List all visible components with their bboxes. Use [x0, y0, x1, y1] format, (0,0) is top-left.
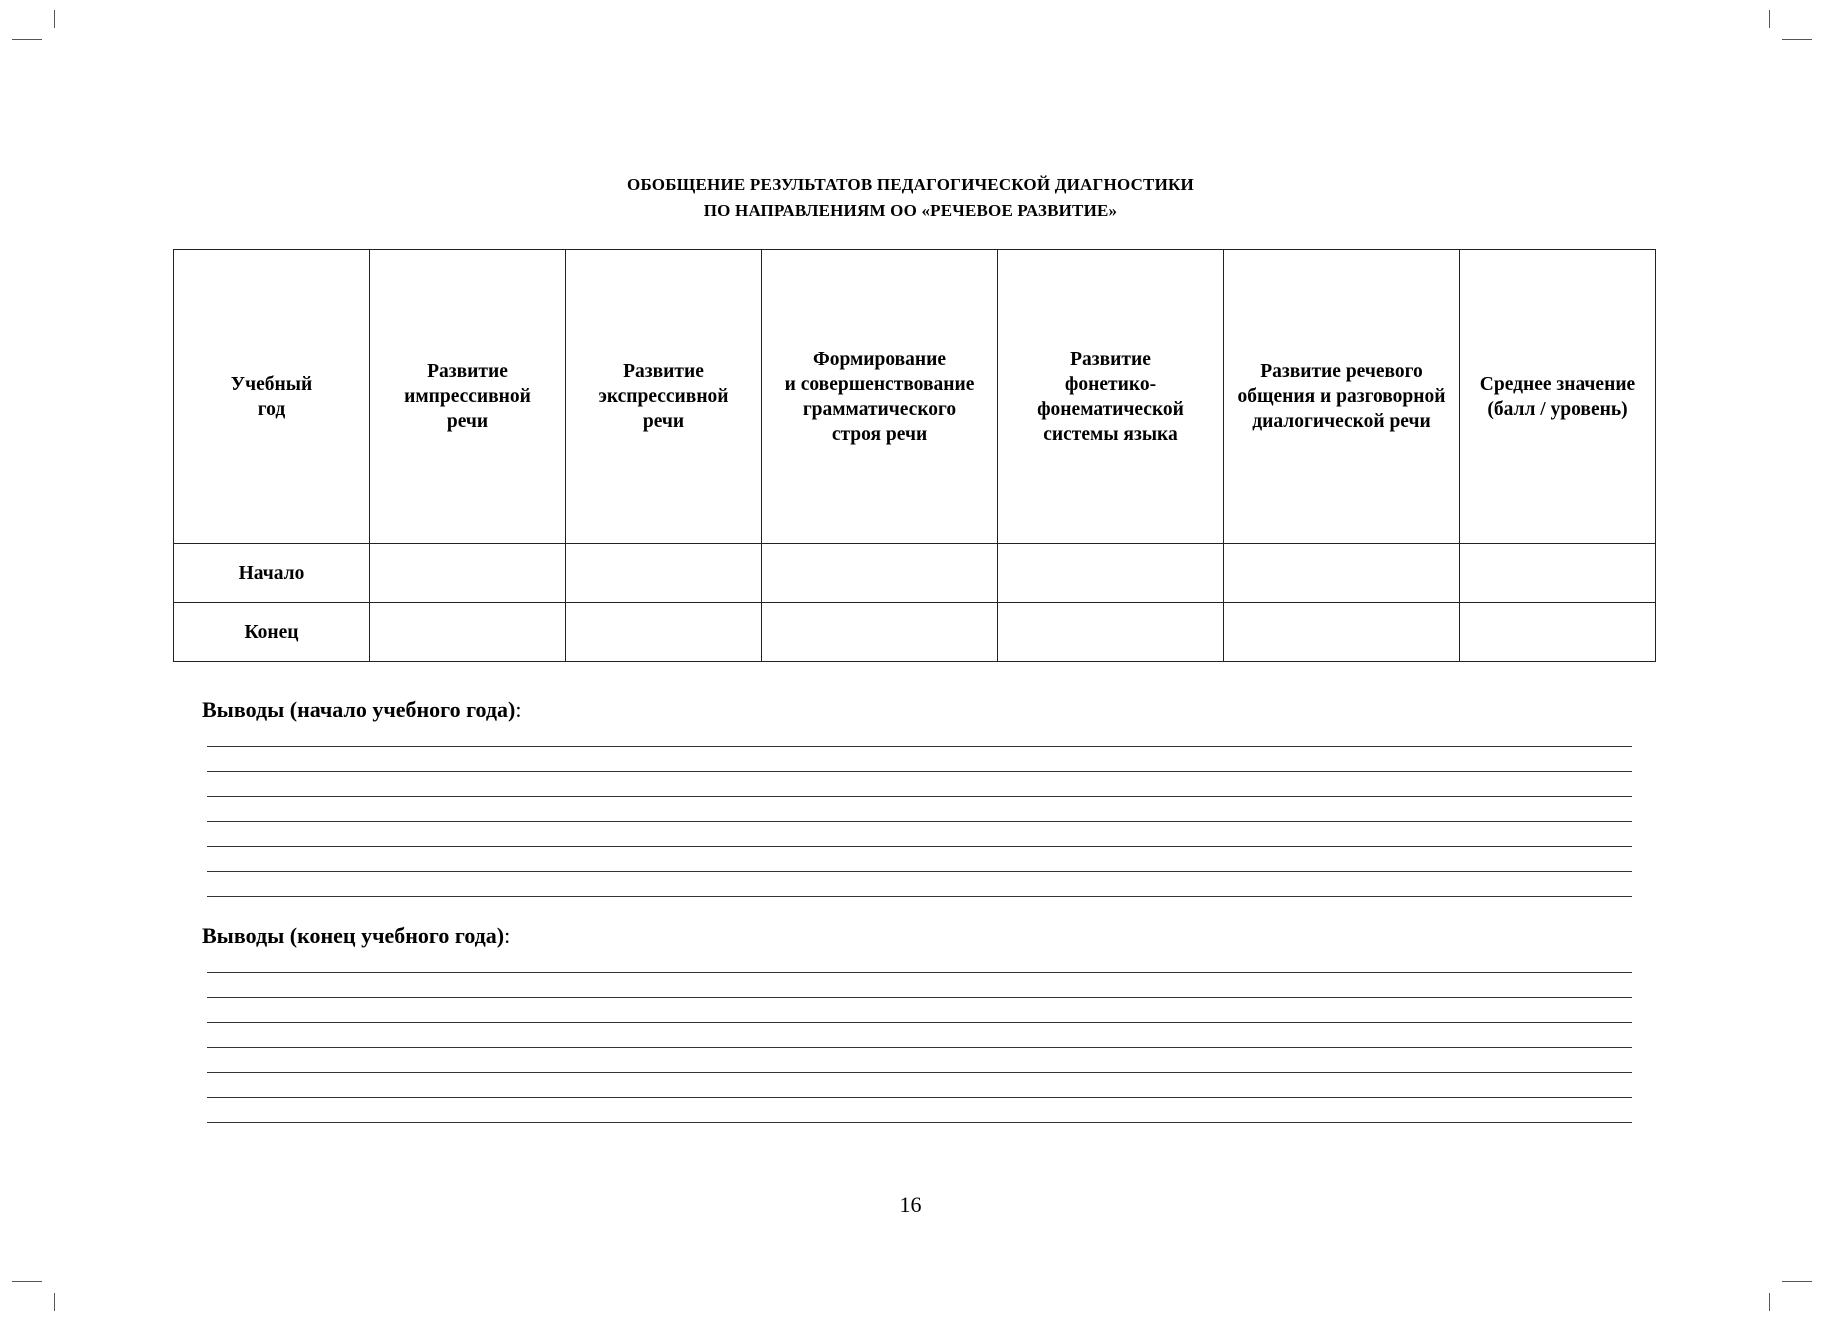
writing-line[interactable] — [207, 973, 1632, 998]
crop-mark — [12, 1281, 42, 1282]
row-label-end: Конец — [174, 603, 370, 662]
table-cell[interactable] — [762, 603, 998, 662]
header-grammar: Формирование и совершенствование грамматического строя речи — [762, 250, 998, 544]
table-cell[interactable] — [1460, 544, 1656, 603]
crop-mark — [1769, 1293, 1770, 1311]
writing-line[interactable] — [207, 998, 1632, 1023]
header-phonetics: Развитие фонетико- фонематической системы языка — [998, 250, 1224, 544]
writing-line[interactable] — [207, 772, 1632, 797]
header-impressive-speech: Развитие импрессивной речи — [370, 250, 566, 544]
crop-mark — [1782, 39, 1812, 40]
table-cell[interactable] — [370, 544, 566, 603]
page-title — [0, 172, 1821, 224]
writing-line[interactable] — [207, 872, 1632, 897]
table-cell[interactable] — [566, 544, 762, 603]
crop-mark — [12, 39, 42, 40]
header-average-value: Среднее значение (балл / уровень) — [1460, 250, 1656, 544]
writing-line[interactable] — [207, 797, 1632, 822]
crop-mark — [1782, 1281, 1812, 1282]
header-expressive-speech: Развитие экспрессивной речи — [566, 250, 762, 544]
header-dialogue-speech: Развитие речевого общения и разговорной диалогической речи — [1224, 250, 1460, 544]
table-cell[interactable] — [998, 544, 1224, 603]
writing-line[interactable] — [207, 1048, 1632, 1073]
writing-line[interactable] — [207, 722, 1632, 747]
table-cell[interactable] — [1224, 603, 1460, 662]
table-cell[interactable] — [762, 544, 998, 603]
table-cell[interactable] — [1460, 603, 1656, 662]
diagnostics-results-table — [173, 249, 1656, 662]
writing-line[interactable] — [207, 747, 1632, 772]
page-title-line-2: ПО НАПРАВЛЕНИЯМ ОО «РЕЧЕВОЕ РАЗВИТИЕ» — [703, 201, 1118, 220]
writing-line[interactable] — [207, 1073, 1632, 1098]
writing-line[interactable] — [207, 1023, 1632, 1048]
page-title-line-1: ОБОБЩЕНИЕ РЕЗУЛЬТАТОВ ПЕДАГОГИЧЕСКОЙ ДИАГНОСТИКИ — [627, 175, 1194, 194]
writing-line[interactable] — [207, 1098, 1632, 1123]
table-header-row — [174, 250, 1656, 544]
page-number: 16 — [899, 1192, 922, 1217]
crop-mark — [54, 1293, 55, 1311]
conclusions-start-lines[interactable] — [207, 722, 1632, 897]
table-cell[interactable] — [370, 603, 566, 662]
crop-mark — [54, 10, 55, 28]
conclusions-start-label: Выводы (начало учебного года): — [202, 697, 522, 722]
writing-line[interactable] — [207, 847, 1632, 872]
table-cell[interactable] — [566, 603, 762, 662]
table-cell[interactable] — [998, 603, 1224, 662]
row-label-start: Начало — [174, 544, 370, 603]
table-row-end — [174, 603, 1656, 662]
conclusions-end-lines[interactable] — [207, 948, 1632, 1123]
header-academic-year: Учебный год — [174, 250, 370, 544]
writing-line[interactable] — [207, 948, 1632, 973]
writing-line[interactable] — [207, 822, 1632, 847]
crop-mark — [1769, 10, 1770, 28]
table-row-start — [174, 544, 1656, 603]
table-cell[interactable] — [1224, 544, 1460, 603]
conclusions-end-label: Выводы (конец учебного года): — [202, 923, 511, 948]
